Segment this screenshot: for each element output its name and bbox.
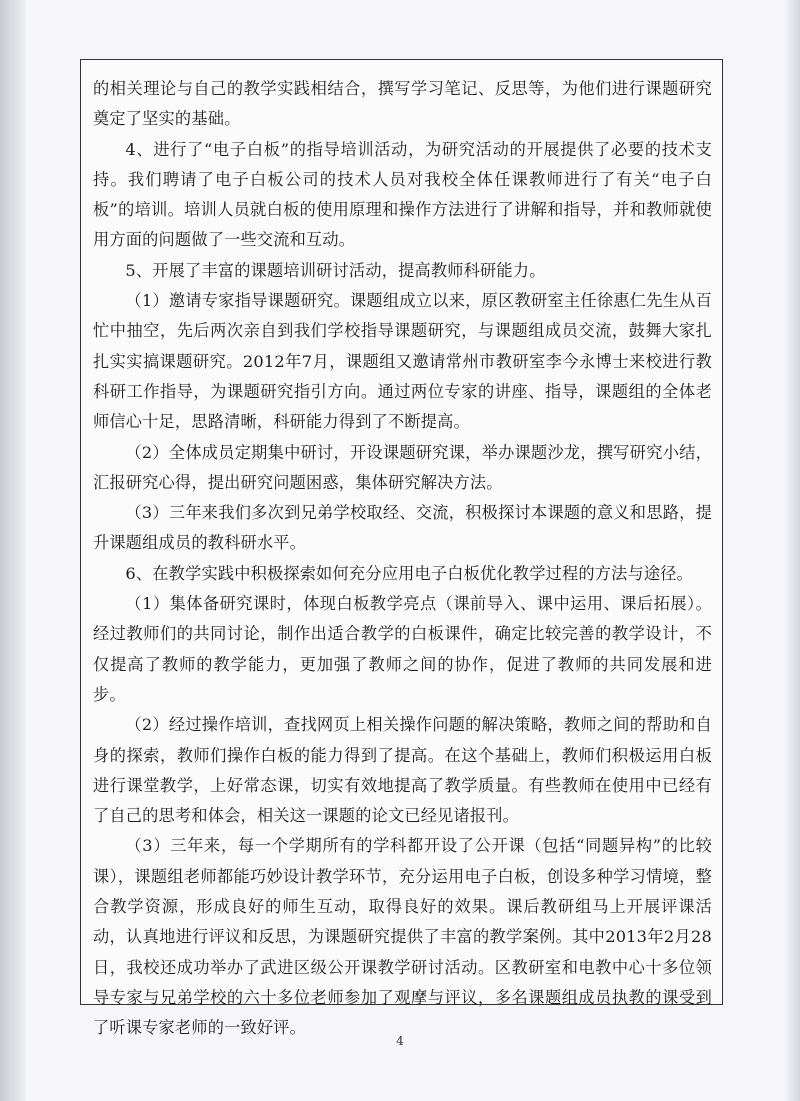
paragraph-10: （3）三年来，每一个学期所有的学科都开设了公开课（包括“同题异构”的比较课），课题组老师都能巧妙设计教学环节，充分运用电子白板，创设多种学习情境，整合教学资源，形成良好的师生互动，取得良好的效果。课后教研组马上开展评课活动，认真地进行评议和反思，为课题研究提供了丰富的教学案例。其中2013年2月28日，我校还成功举办了武进区级公开课教学研讨活动。区教研室和电教中心十多位领导专家与兄弟学校的六十多位老师参加了观摩与评议，多名课题组成员执教的课受到了听课专家老师的一致好评。 xyxy=(93,836,712,1038)
paragraph-4: （1）邀请专家指导课题研究。课题组成立以来，原区教研室主任徐惠仁先生从百忙中抽空，先后两次亲自到我们学校指导课题研究，与课题组成员交流，鼓舞大家扎扎实实搞课题研究。2012年7月，课题组又邀请常州市教研室李今永博士来校进行教科研工作指导，为课题研究指引方向。通过两位专家的讲座、指导，课题组的全体老师信心十足，思路清晰，科研能力得到了不断提高。 xyxy=(93,291,712,432)
paragraph-9: （2）经过操作培训，查找网页上相关操作问题的解决策略，教师之间的帮助和自身的探索，教师们操作白板的能力得到了提高。在这个基础上，教师们积极运用白板进行课堂教学，上好常态课，切实有效地提高了教学质量。有些教师在使用中已经有了自己的思考和体会，相关这一课题的论文已经见诸报刊。 xyxy=(93,715,712,826)
paragraph-7: 6、在教学实践中积极探索如何充分应用电子白板优化教学过程的方法与途径。 xyxy=(125,563,694,583)
page-number: 4 xyxy=(396,1034,404,1048)
scan-right-edge xyxy=(784,0,800,1101)
paragraph-1: 的相关理论与自己的教学实践相结合，撰写学习笔记、反思等，为他们进行课题研究奠定了坚实的基础。 xyxy=(93,79,712,129)
document-frame xyxy=(80,59,723,1038)
paragraph-8: （1）集体备研究课时，体现白板教学亮点（课前导入、课中运用、课后拓展）。经过教师们的共同讨论，制作出适合教学的白板课件，确定比较完善的教学设计，不仅提高了教师的教学能力，更加强了教师之间的协作，促进了教师的共同发展和进步。 xyxy=(93,594,712,704)
scan-left-edge xyxy=(0,0,26,1101)
paragraph-3: 5、开展了丰富的课题培训研讨活动，提高教师科研能力。 xyxy=(125,260,546,280)
paragraph-5: （2）全体成员定期集中研讨，开设课题研究课，举办课题沙龙，撰写研究小结，汇报研究心得，提出研究问题困惑，集体研究解决方法。 xyxy=(93,442,712,492)
paragraph-2: 4、进行了“电子白板”的指导培训活动，为研究活动的开展提供了必要的技术支持。我们聘请了电子白板公司的技术人员对我校全体任课教师进行了有关“电子白板”的培训。培训人员就白板的使用原理和操作方法进行了讲解和指导，并和教师就使用方面的问题做了一些交流和互动。 xyxy=(93,139,712,250)
paragraph-6: （3）三年来我们多次到兄弟学校取经、交流，积极探讨本课题的意义和思路，提升课题组成员的教科研水平。 xyxy=(93,503,712,553)
